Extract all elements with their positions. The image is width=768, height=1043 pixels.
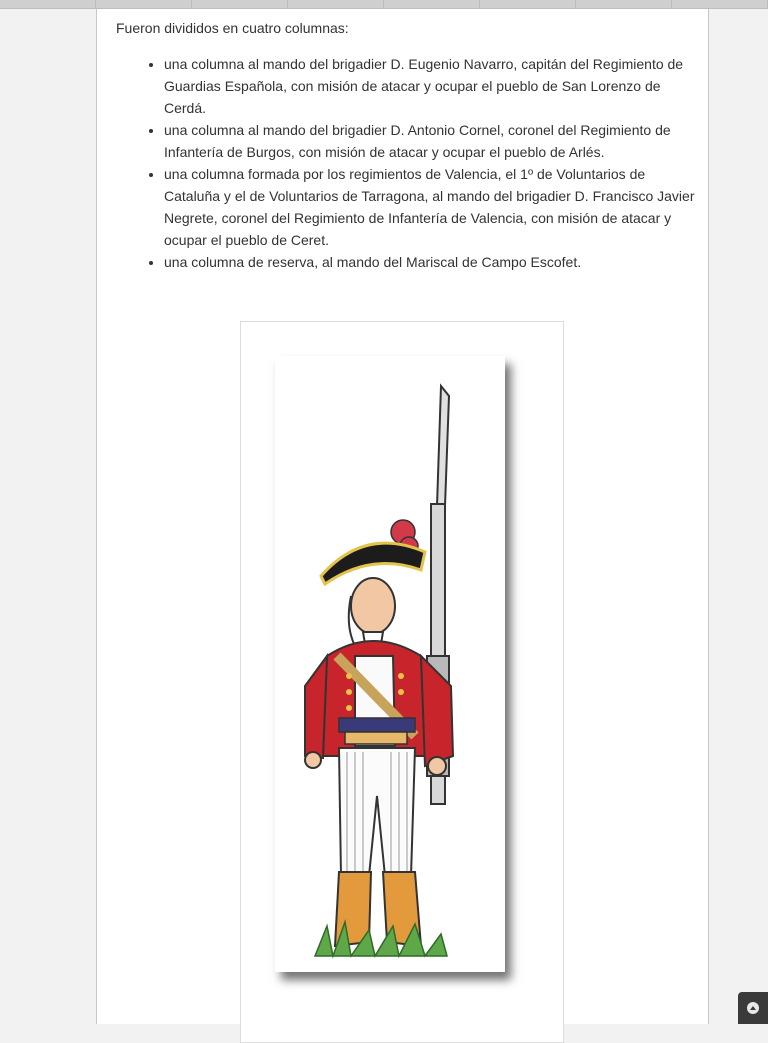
tab[interactable]: [0, 0, 96, 8]
soldier-drawing: [275, 356, 505, 972]
browser-tab-strip: [0, 0, 768, 9]
list-item: • una columna formada por los regimientos de Valencia, el 1º de Voluntarios de Cataluña y el de Voluntarios de Tarragona, al mando del brigadier D. Francisco Javier Negrete, coronel del Regimiento de Infantería de Valencia, con misión de atacar y ocupar el pueblo de Ceret.: [164, 163, 704, 251]
list-item: • una columna al mando del brigadier D. Antonio Cornel, coronel del Regimiento de Infantería de Burgos, con misión de atacar y ocupar el pueblo de Arlés.: [164, 119, 704, 163]
tab[interactable]: [576, 0, 672, 8]
list-item: • una columna al mando del brigadier D. Eugenio Navarro, capitán del Regimiento de Guardias Española, con misión de atacar y ocupar el pueblo de San Lorenzo de Cerdá.: [164, 53, 704, 119]
image-frame: [240, 321, 564, 1043]
scroll-top-button[interactable]: [738, 992, 768, 1024]
tab[interactable]: [480, 0, 576, 8]
tab[interactable]: [672, 0, 768, 8]
tab[interactable]: [96, 0, 192, 8]
soldier-illustration: [275, 356, 505, 972]
intro-text: Fueron divididos en cuatro columnas:: [116, 20, 349, 36]
tab[interactable]: [192, 0, 288, 8]
tab[interactable]: [384, 0, 480, 8]
tab[interactable]: [288, 0, 384, 8]
article-page: [96, 9, 709, 1024]
list-item: • una columna de reserva, al mando del Mariscal de Campo Escofet.: [164, 251, 704, 273]
columns-list: [146, 53, 704, 273]
scroll-top-icon: [747, 1002, 759, 1014]
